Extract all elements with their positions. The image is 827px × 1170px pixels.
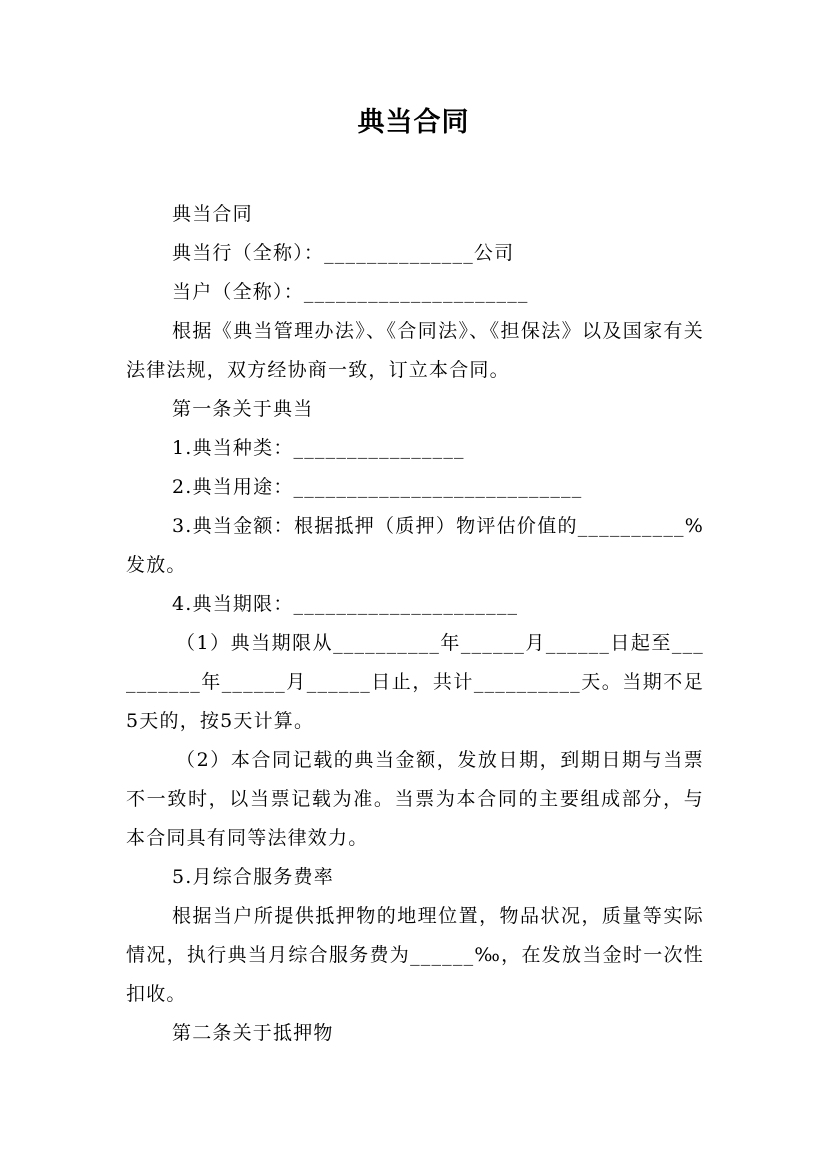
clause-pawn-term: 4.典当期限：_____________________ — [172, 593, 519, 615]
article-2-heading: 第二条关于抵押物 — [172, 1022, 334, 1044]
paragraph-preamble: 根据《典当管理办法》、《合同法》、《担保法》以及国家有关法律法规，双方经协商一致，订立本合同。 — [126, 320, 704, 381]
document-body — [126, 195, 704, 1053]
clause-term-ticket: （2）本合同记载的典当金额，发放日期，到期日期与当票不一致时，以当票记载为准。当票为本合同的主要组成部分，与本合同具有同等法律效力。 — [126, 749, 704, 849]
clause-service-fee-text: 根据当户所提供抵押物的地理位置，物品状况，质量等实际情况，执行典当月综合服务费为______‰，在发放当金时一次性扣收。 — [126, 905, 704, 1005]
clause-service-fee-heading: 5.月综合服务费率 — [172, 866, 334, 888]
clause-pawn-amount: 3.典当金额：根据抵押（质押）物评估价值的__________%发放。 — [126, 515, 704, 576]
clause-pawn-type: 1.典当种类：________________ — [172, 437, 465, 459]
paragraph-heading: 典当合同 — [172, 203, 253, 225]
paragraph-pawner-name: 当户（全称）：_____________________ — [172, 281, 529, 303]
article-1-heading: 第一条关于典当 — [172, 398, 314, 420]
clause-term-period: （1）典当期限从__________年______月______日起至__________年______月______日止，共计__________天。当期不足5天的，按5天计算。 — [126, 632, 704, 732]
document-title: 典当合同 — [357, 107, 470, 138]
clause-pawn-purpose: 2.典当用途：___________________________ — [172, 476, 583, 498]
paragraph-pawnshop-name: 典当行（全称）：______________公司 — [172, 242, 515, 264]
